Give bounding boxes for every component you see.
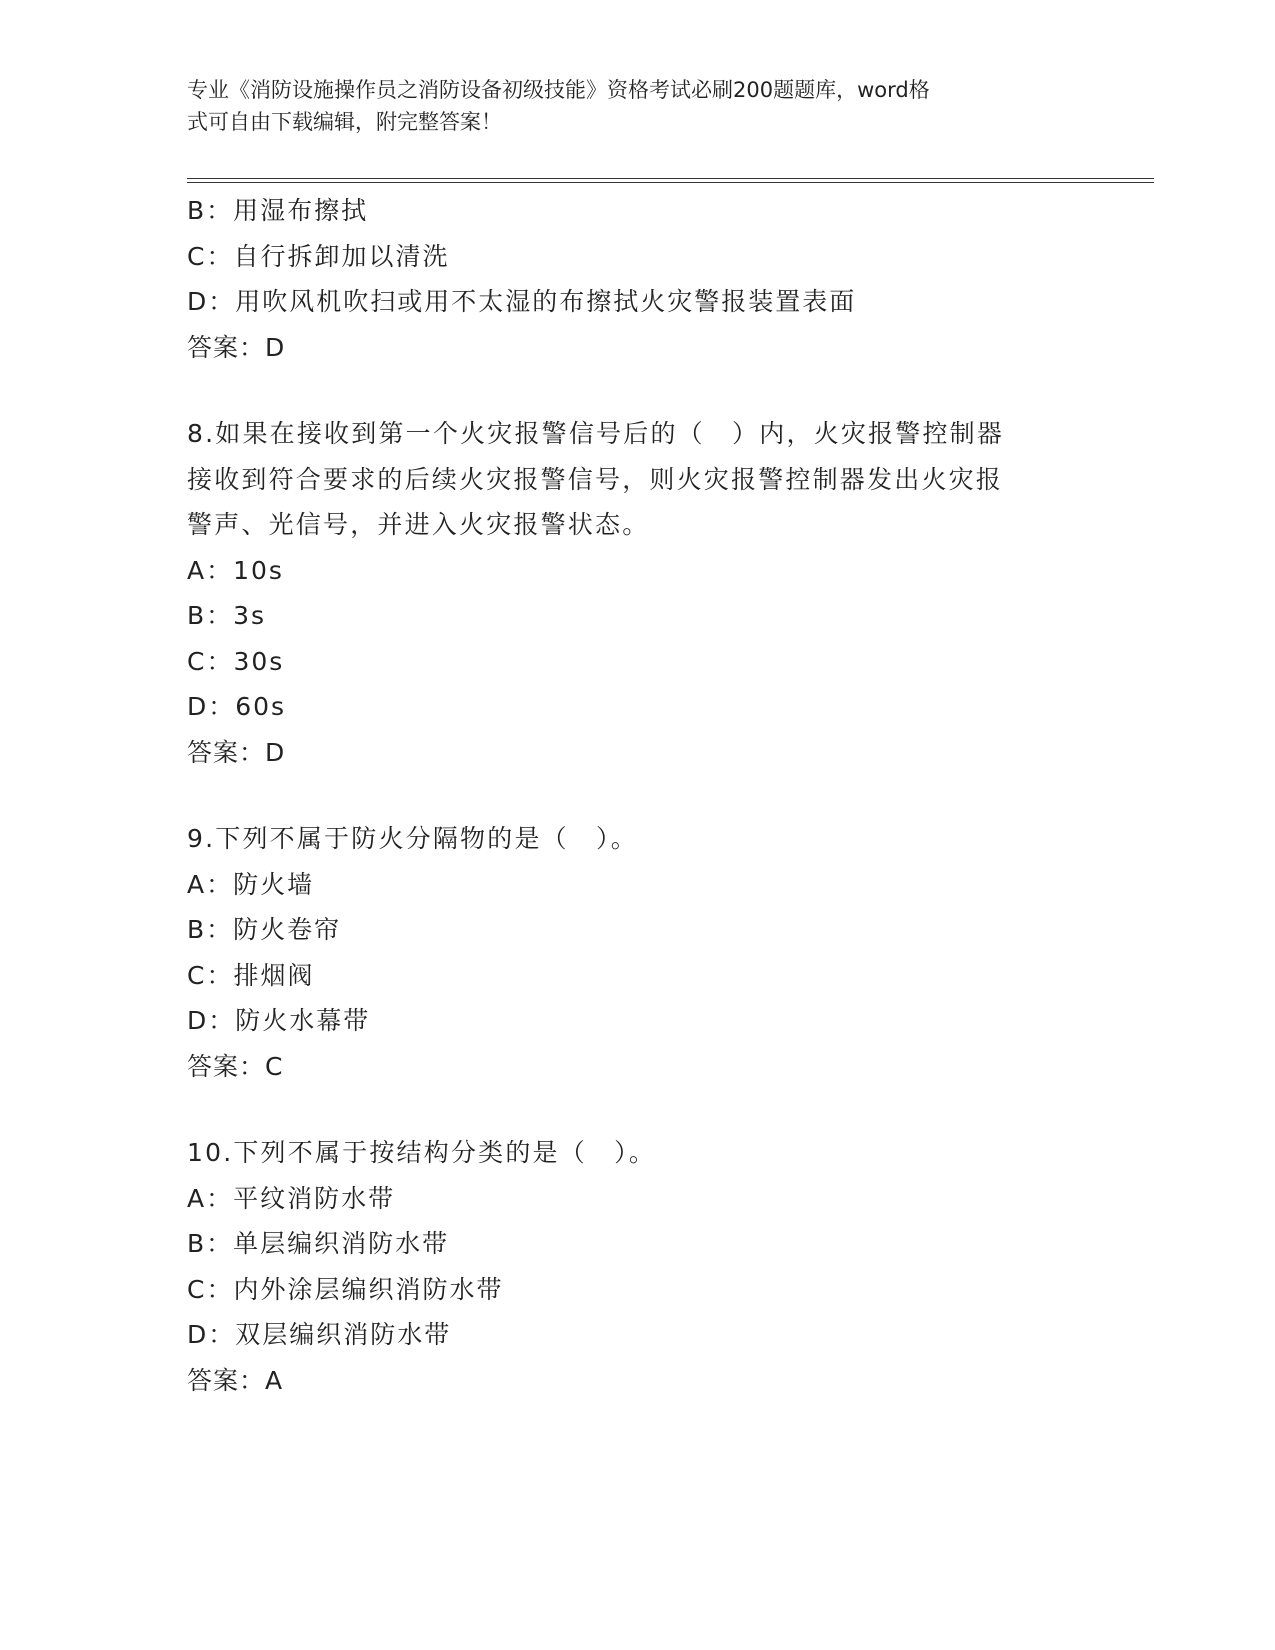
option-d: D：60s [187,692,287,721]
option-a: A：10s [187,555,284,585]
option-a: A：防火墙 [187,869,315,899]
header-divider-top [187,178,1154,179]
option-b: B：用湿布擦拭 [187,196,369,225]
option-c: C：自行拆卸加以清洗 [187,241,450,271]
question-stem-line: 警声、光信号，并进入火灾报警状态。 [187,510,650,539]
header-line-2: 式可自由下载编辑，附完整答案！ [187,110,502,134]
answer-line: 答案：C [187,1051,284,1081]
option-b: B：防火卷帘 [187,915,342,944]
option-c: C：排烟阀 [187,960,315,990]
question-stem-line: 9.下列不属于防火分隔物的是（ ）。 [187,824,638,853]
option-b: B：3s [187,601,267,630]
answer-line: 答案：D [187,332,286,362]
header-divider-bottom [187,182,1154,183]
question-8 [187,411,1107,775]
question-list [187,188,1107,1403]
option-a: A：平纹消防水带 [187,1183,396,1213]
document-header [187,74,1067,138]
answer-line: 答案：A [187,1365,284,1395]
question-stem-line: 接收到符合要求的后续火灾报警信号，则火灾报警控制器发出火灾报 [187,464,1004,494]
question-7-continued [187,188,1107,370]
option-b: B：单层编织消防水带 [187,1229,450,1258]
answer-line: 答案：D [187,737,286,767]
question-stem-line: 10.下列不属于按结构分类的是（ ）。 [187,1138,657,1167]
option-d: D：双层编织消防水带 [187,1320,452,1349]
option-d: D：防火水幕带 [187,1006,371,1035]
option-d: D：用吹风机吹扫或用不太湿的布擦拭火灾警报装置表面 [187,287,857,316]
header-line-1: 专业《消防设施操作员之消防设备初级技能》资格考试必刷200题题库，word格 [187,78,930,102]
option-c: C：30s [187,646,285,676]
question-10 [187,1130,1107,1403]
option-c: C：内外涂层编织消防水带 [187,1274,504,1304]
question-stem-line: 8.如果在接收到第一个火灾报警信号后的（ ）内，火灾报警控制器 [187,419,1005,448]
question-9 [187,816,1107,1089]
